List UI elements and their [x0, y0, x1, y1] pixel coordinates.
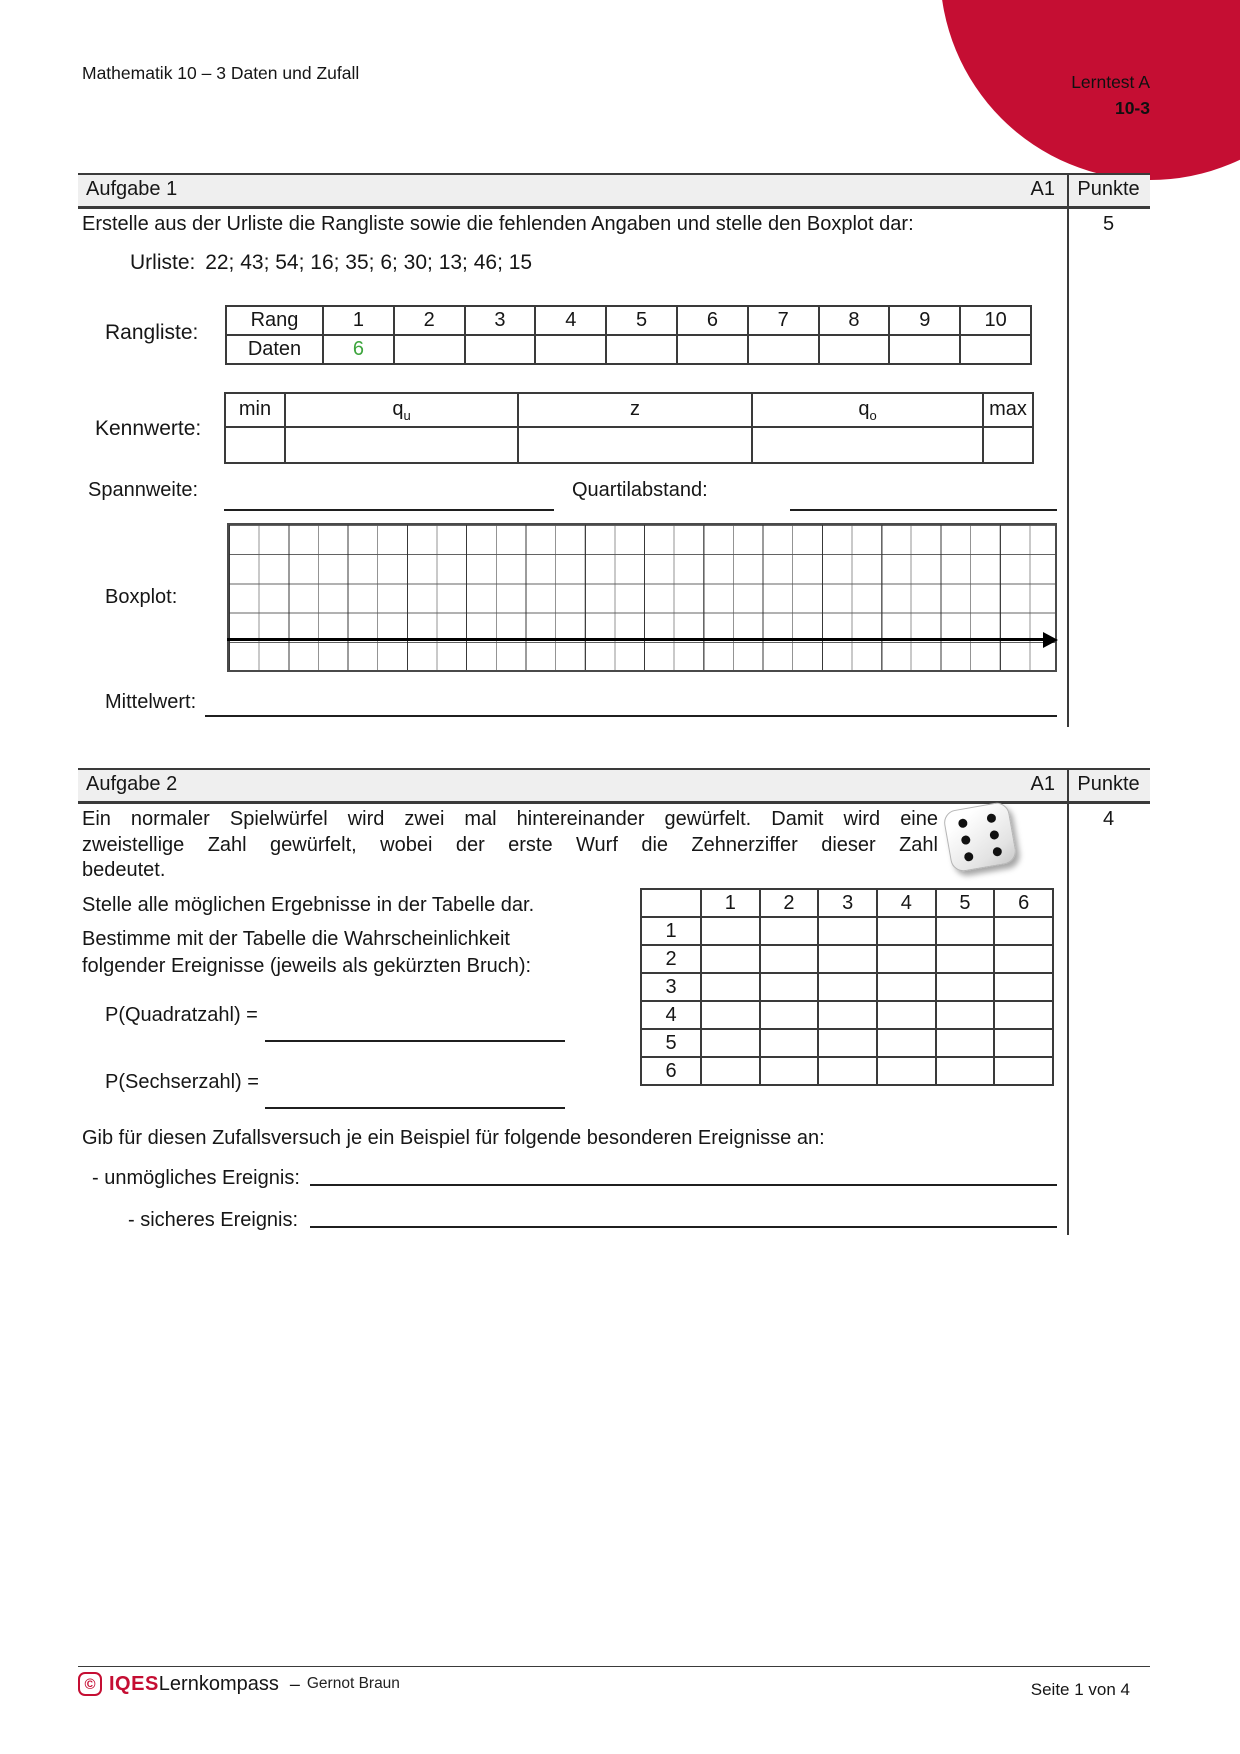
daten-cell-blank — [535, 335, 606, 364]
outcome-blank-cell — [877, 945, 936, 973]
kennwerte-header-row — [225, 393, 1033, 427]
outcome-row — [641, 1001, 1053, 1029]
outcome-col-header: 3 — [818, 889, 877, 917]
outcome-blank-cell — [818, 1057, 877, 1085]
outcome-blank-cell — [936, 973, 995, 1001]
task1-points-value: 5 — [1102, 213, 1115, 235]
brand-dash: – — [289, 1673, 300, 1694]
outcome-blank-cell — [818, 945, 877, 973]
rangliste-label: Rangliste: — [105, 321, 199, 344]
task2-table-instruction: Stelle alle möglichen Ergebnisse in der Tabelle dar. — [82, 894, 535, 916]
outcome-blank-cell — [701, 1001, 760, 1029]
outcome-blank-cell — [994, 973, 1053, 1001]
outcome-corner-cell — [641, 889, 701, 917]
rang-cell: 1 — [323, 306, 394, 335]
task1-instruction: Erstelle aus der Urliste die Rangliste sowie die fehlenden Angaben und stelle den Boxplot dar: — [82, 213, 914, 235]
daten-row-header: Daten — [226, 335, 323, 364]
rang-cell: 6 — [677, 306, 748, 335]
daten-cell-filled: 6 — [323, 335, 394, 364]
daten-cell-blank — [748, 335, 819, 364]
boxplot-label: Boxplot: — [105, 586, 178, 608]
kennwerte-answer-row — [225, 427, 1033, 463]
rangliste-table — [225, 305, 1032, 365]
outcome-row-header: 2 — [641, 945, 701, 973]
outcome-blank-cell — [994, 945, 1053, 973]
outcome-blank-cell — [818, 1001, 877, 1029]
brand-lernkompass: Lernkompass — [158, 1672, 279, 1695]
urliste-line — [130, 251, 532, 275]
task2-paragraph-line: zweistellige Zahl gewürfelt, wobei der erste Wurf die Zehnerziffer dieser Zahl — [82, 833, 938, 856]
page-header-title: Mathematik 10 – 3 Daten und Zufall — [82, 63, 360, 83]
outcome-blank-cell — [877, 1001, 936, 1029]
task2-paragraph — [82, 807, 938, 884]
task2-paragraph-line: bedeutet. — [82, 859, 166, 881]
outcome-blank-cell — [936, 1057, 995, 1085]
outcome-col-header: 5 — [936, 889, 995, 917]
task2-header-bar — [78, 768, 1150, 804]
outcome-blank-cell — [877, 1057, 936, 1085]
quartilabstand-label: Quartilabstand: — [572, 479, 708, 501]
p-sechserzahl-label: P(Sechserzahl) = — [105, 1071, 259, 1093]
impossible-event-label: - unmögliches Ereignis: — [92, 1167, 300, 1189]
outcome-header-row — [641, 889, 1053, 917]
task2-title: Aufgabe 2 — [86, 773, 178, 795]
certain-event-label: - sicheres Ereignis: — [128, 1209, 299, 1231]
outcome-blank-cell — [936, 917, 995, 945]
task2-points-divider — [1067, 768, 1069, 1235]
kennwerte-label: Kennwerte: — [95, 417, 202, 440]
rang-cell: 5 — [606, 306, 677, 335]
daten-cell-blank — [394, 335, 465, 364]
outcome-row — [641, 973, 1053, 1001]
outcome-col-header: 6 — [994, 889, 1053, 917]
rang-row — [226, 306, 1031, 335]
task1-title: Aufgabe 1 — [86, 178, 178, 200]
daten-cell-blank — [889, 335, 960, 364]
task1-header-bar — [78, 173, 1150, 209]
rang-cell: 10 — [960, 306, 1031, 335]
outcome-blank-cell — [701, 917, 760, 945]
task2-points-value: 4 — [1102, 808, 1115, 830]
outcome-blank-cell — [701, 1057, 760, 1085]
p-quadratzahl-answer-line — [265, 1040, 565, 1042]
daten-row — [226, 335, 1031, 364]
kennwerte-header-qo: $q_o$ — [752, 393, 983, 427]
boxplot-axis-line — [227, 638, 1047, 641]
urliste-values: 22; 43; 54; 16; 35; 6; 30; 13; 46; 15 — [205, 251, 533, 274]
outcome-blank-cell — [936, 1029, 995, 1057]
certain-event-answer-line — [310, 1226, 1057, 1228]
outcome-blank-cell — [877, 973, 936, 1001]
p-sechserzahl-answer-line — [265, 1107, 565, 1109]
outcome-row-header: 6 — [641, 1057, 701, 1085]
task1-points-divider — [1067, 173, 1069, 727]
p-quadratzahl-label: P(Quadratzahl) = — [105, 1004, 258, 1026]
spannweite-label: Spannweite: — [88, 479, 199, 501]
daten-cell-blank — [677, 335, 748, 364]
outcome-blank-cell — [994, 917, 1053, 945]
rang-cell: 2 — [394, 306, 465, 335]
task2-prob-instruction-1: Bestimme mit der Tabelle die Wahrscheinlichkeit — [82, 928, 510, 950]
outcome-col-header: 4 — [877, 889, 936, 917]
kennwerte-header-min: min — [225, 393, 285, 427]
badge-test-name: Lerntest A — [1071, 72, 1150, 92]
outcome-row — [641, 945, 1053, 973]
outcome-blank-cell — [877, 917, 936, 945]
outcome-col-header: 1 — [701, 889, 760, 917]
footer-author: Gernot Braun — [306, 1675, 400, 1692]
outcome-blank-cell — [760, 1057, 819, 1085]
kennwerte-header-qu: $q_u$ — [285, 393, 518, 427]
outcome-blank-cell — [936, 945, 995, 973]
outcome-blank-cell — [818, 917, 877, 945]
outcome-blank-cell — [760, 1001, 819, 1029]
outcome-blank-cell — [701, 945, 760, 973]
outcome-blank-cell — [760, 917, 819, 945]
kennwerte-blank-cell — [983, 427, 1033, 463]
outcome-blank-cell — [994, 1001, 1053, 1029]
urliste-label: Urliste: — [130, 251, 196, 274]
boxplot-axis-arrow-icon — [1043, 632, 1058, 648]
kennwerte-blank-cell — [285, 427, 518, 463]
mittelwert-answer-line — [205, 715, 1057, 717]
daten-cell-blank — [606, 335, 677, 364]
task2-prob-instruction-2: folgender Ereignisse (jeweils als gekürzten Bruch): — [82, 955, 532, 977]
badge-test-code: 10-3 — [1114, 98, 1150, 118]
outcome-row-header: 3 — [641, 973, 701, 1001]
rang-cell: 4 — [535, 306, 606, 335]
examples-instruction: Gib für diesen Zufallsversuch je ein Beispiel für folgende besonderen Ereignisse an: — [82, 1127, 825, 1149]
outcome-blank-cell — [760, 1029, 819, 1057]
copyright-icon: © — [78, 1672, 102, 1696]
outcome-blank-cell — [877, 1029, 936, 1057]
outcome-blank-cell — [760, 945, 819, 973]
outcome-blank-cell — [818, 1029, 877, 1057]
kennwerte-blank-cell — [752, 427, 983, 463]
daten-cell-blank — [465, 335, 536, 364]
task1-points-label: Punkte — [1077, 178, 1140, 200]
outcome-blank-cell — [701, 1029, 760, 1057]
daten-cell-blank — [960, 335, 1031, 364]
task2-code: A1 — [1030, 773, 1055, 795]
outcome-row — [641, 1029, 1053, 1057]
footer-brand — [78, 1672, 400, 1696]
rang-row-header: Rang — [226, 306, 323, 335]
outcome-row — [641, 917, 1053, 945]
outcome-blank-cell — [994, 1057, 1053, 1085]
kennwerte-blank-cell — [518, 427, 752, 463]
footer-divider — [78, 1666, 1150, 1667]
kennwerte-blank-cell — [225, 427, 285, 463]
kennwerte-header-z: z — [518, 393, 752, 427]
footer-page-number: Seite 1 von 4 — [1030, 1680, 1130, 1699]
outcome-row-header: 5 — [641, 1029, 701, 1057]
rang-cell: 7 — [748, 306, 819, 335]
outcome-blank-cell — [701, 973, 760, 1001]
outcome-blank-cell — [760, 973, 819, 1001]
daten-cell-blank — [819, 335, 890, 364]
spannweite-answer-line — [224, 509, 554, 511]
dice-icon — [942, 801, 1018, 874]
task2-paragraph-line: Ein normaler Spielwürfel wird zwei mal hintereinander gewürfelt. Damit wird eine — [82, 808, 938, 830]
outcome-blank-cell — [936, 1001, 995, 1029]
outcome-row — [641, 1057, 1053, 1085]
outcome-row-header: 1 — [641, 917, 701, 945]
brand-logo — [109, 1673, 279, 1696]
kennwerte-table — [224, 392, 1034, 464]
outcome-blank-cell — [818, 973, 877, 1001]
impossible-event-answer-line — [310, 1184, 1057, 1186]
outcome-row-header: 4 — [641, 1001, 701, 1029]
outcome-table — [640, 888, 1054, 1086]
boxplot-grid-paper — [227, 523, 1057, 672]
task2-points-label: Punkte — [1077, 773, 1140, 795]
brand-iqes: IQES — [109, 1672, 159, 1695]
kennwerte-header-max: max — [983, 393, 1033, 427]
mittelwert-label: Mittelwert: — [105, 691, 197, 713]
quartilabstand-answer-line — [790, 509, 1057, 511]
outcome-blank-cell — [994, 1029, 1053, 1057]
rang-cell: 3 — [465, 306, 536, 335]
task1-code: A1 — [1030, 178, 1055, 200]
rang-cell: 8 — [819, 306, 890, 335]
rang-cell: 9 — [889, 306, 960, 335]
outcome-col-header: 2 — [760, 889, 819, 917]
